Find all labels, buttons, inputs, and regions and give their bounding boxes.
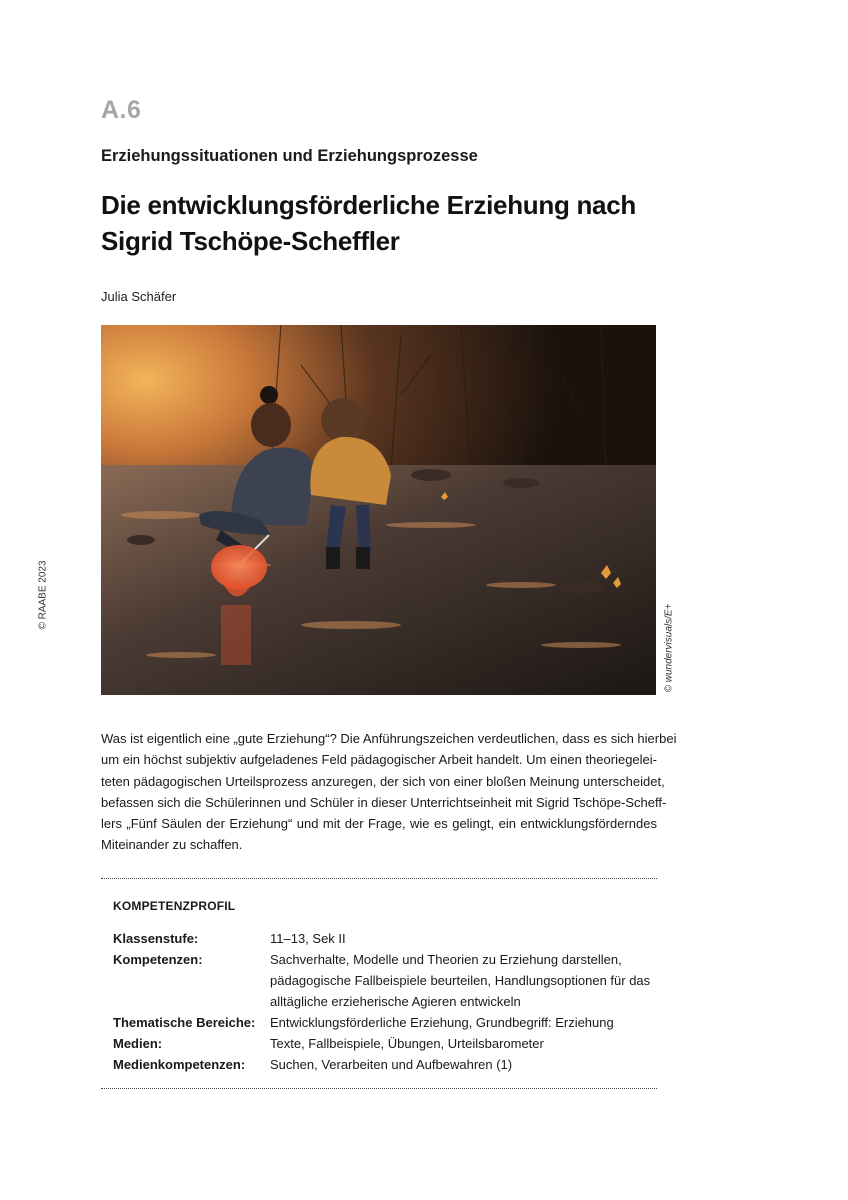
- kp-label: Klassenstufe:: [113, 931, 199, 946]
- page-title-line: Die entwicklungsförderliche Erziehung nach: [101, 190, 636, 220]
- kp-row-medien: [113, 1033, 658, 1054]
- intro-line: befassen sich die Schülerinnen und Schüler in dieser Unterrichtseinheit mit Sigrid Tschöpe-Scheff-: [101, 794, 667, 810]
- copyright-text: © RAABE 2023: [37, 560, 49, 630]
- kp-value-line: pädagogische Fallbeispiele beurteilen, Handlungsoptionen für das: [270, 973, 651, 988]
- kp-value: [270, 1054, 658, 1075]
- kp-value: [270, 928, 658, 949]
- intro-paragraph: [101, 728, 677, 856]
- divider-top: [101, 878, 657, 879]
- intro-line: lers „Fünf Säulen der Erziehung“ und mit der Frage, wie es gelingt, ein entwicklungsförderndes: [101, 816, 657, 832]
- page-title: [101, 187, 661, 259]
- kp-label: Medienkompetenzen:: [113, 1057, 246, 1072]
- kp-row-kompetenzen: [113, 949, 658, 1012]
- kp-label: Thematische Bereiche:: [113, 1015, 256, 1030]
- photo-credit-text: © wundervisuals/E+: [663, 603, 675, 693]
- kp-value-line: Sachverhalte, Modelle und Theorien zu Erziehung darstellen,: [270, 952, 622, 967]
- kompetenzprofil-table: [113, 928, 658, 1075]
- kp-value: [270, 1033, 658, 1054]
- intro-line: um ein höchst subjektiv aufgeladenes Feld pädagogischer Arbeit handelt. Um einen theoriegelei-: [101, 752, 657, 768]
- photo-credit: [662, 600, 676, 696]
- cover-photo: [101, 325, 656, 695]
- copyright-sidebar: [36, 560, 50, 630]
- intro-line: Was ist eigentlich eine „gute Erziehung“? Die Anführungszeichen verdeutlichen, dass es sich hierbei: [101, 731, 677, 746]
- intro-line: teten pädagogischen Urteilsprozess anzuregen, der sich von einer bloßen Meinung unterscheidet,: [101, 773, 665, 789]
- kp-row-thematische-bereiche: [113, 1012, 658, 1033]
- kp-value-line: Suchen, Verarbeiten und Aufbewahren (1): [270, 1057, 513, 1072]
- series-title: Erziehungssituationen und Erziehungsprozesse: [101, 147, 478, 165]
- intro-line: Miteinander zu schaffen.: [101, 837, 243, 853]
- section-code: A.6: [101, 96, 142, 124]
- kp-value-line: Texte, Fallbeispiele, Übungen, Urteilsbarometer: [270, 1036, 544, 1051]
- kp-value: [270, 949, 658, 1012]
- kp-row-medienkompetenzen: [113, 1054, 658, 1075]
- page-title-line: Sigrid Tschöpe-Scheffler: [101, 226, 400, 256]
- kp-row-klassenstufe: [113, 928, 658, 949]
- author-name: Julia Schäfer: [101, 289, 177, 304]
- kp-value: [270, 1012, 658, 1033]
- kp-label: Medien:: [113, 1036, 163, 1051]
- kompetenzprofil-heading: KOMPETENZPROFIL: [113, 899, 236, 913]
- kp-value-line: 11–13, Sek II: [270, 931, 346, 946]
- divider-bottom: [101, 1088, 657, 1089]
- kp-value-line: Entwicklungsförderliche Erziehung, Grundbegriff: Erziehung: [270, 1015, 614, 1030]
- kp-label: Kompetenzen:: [113, 952, 203, 967]
- kp-value-line: alltägliche erzieherische Agieren entwickeln: [270, 994, 521, 1009]
